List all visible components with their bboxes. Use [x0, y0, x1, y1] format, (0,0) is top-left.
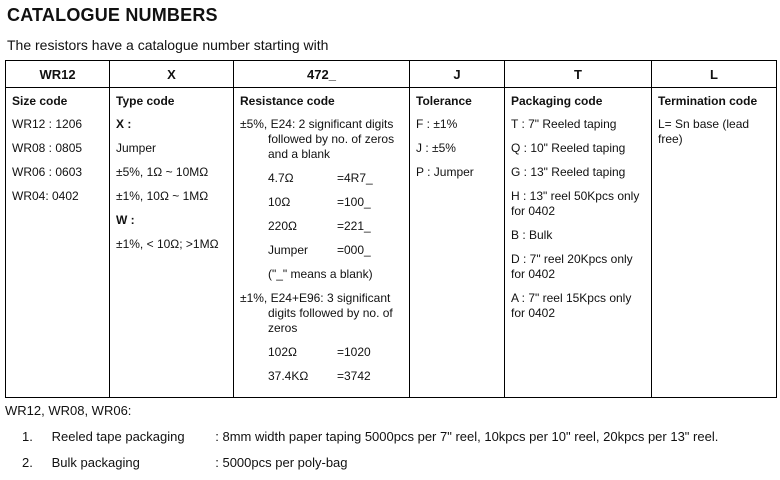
packaging-item: D : 7" reel 20Kpcs only for 0402 — [511, 252, 633, 281]
header-packaging: T — [505, 61, 652, 88]
packaging-item: Q : 10" Reeled taping — [511, 141, 626, 155]
example-value: 102Ω — [268, 345, 297, 359]
example-code: =3742 — [337, 369, 371, 383]
packaging-item: A : 7" reel 15Kpcs only for 0402 — [511, 291, 632, 320]
type-item: ±1%, 10Ω ~ 1MΩ — [116, 189, 209, 203]
example-value: Jumper — [268, 243, 309, 257]
example-code: =100_ — [337, 195, 371, 209]
example-code: =000_ — [337, 243, 371, 257]
packaging-code-title: Packaging code — [511, 94, 603, 108]
termination-code-title: Termination code — [658, 94, 758, 108]
example-code: =4R7_ — [337, 171, 373, 185]
termination-cell — [652, 88, 777, 398]
header-type: X — [110, 61, 234, 88]
packaging-item: G : 13" Reeled taping — [511, 165, 626, 179]
e24-example — [240, 171, 404, 186]
e24-example — [240, 219, 404, 234]
note-label: Reeled tape packaging — [51, 429, 185, 444]
header-size: WR12 — [6, 61, 110, 88]
size-cell — [6, 88, 110, 398]
example-value: 37.4KΩ — [268, 369, 309, 383]
size-code-title: Size code — [12, 94, 68, 108]
termination-text: L= Sn base (lead free) — [658, 117, 750, 146]
note-text: : 8mm width paper taping 5000pcs per 7" reel, 10kpcs per 10" reel, 20kpcs per 13" reel. — [215, 429, 719, 444]
footer-note — [22, 429, 718, 444]
e24-example — [240, 195, 404, 210]
header-tolerance: J — [410, 61, 505, 88]
type-item: ±5%, 1Ω ~ 10MΩ — [116, 165, 209, 179]
resistance-code-title: Resistance code — [240, 94, 335, 108]
example-value: 4.7Ω — [268, 171, 294, 185]
packaging-cell — [505, 88, 652, 398]
tolerance-item: J : ±5% — [416, 141, 456, 155]
footer-title: WR12, WR08, WR06: — [5, 403, 132, 418]
type-item: ±1%, < 10Ω; >1MΩ — [116, 237, 219, 251]
blank-note: ("_" means a blank) — [268, 267, 373, 281]
size-item: WR04: 0402 — [12, 189, 79, 203]
type-x-label: X : — [116, 117, 132, 131]
page-title: CATALOGUE NUMBERS — [7, 5, 218, 25]
packaging-item: T : 7" Reeled taping — [511, 117, 617, 131]
catalogue-table — [5, 60, 777, 398]
example-value: 220Ω — [268, 219, 297, 233]
packaging-item: B : Bulk — [511, 228, 553, 242]
size-item: WR08 : 0805 — [12, 141, 83, 155]
note-text: : 5000pcs per poly-bag — [215, 455, 348, 470]
note-number: 2. — [22, 455, 33, 470]
size-item: WR06 : 0603 — [12, 165, 83, 179]
e24-example — [240, 243, 404, 258]
example-code: =1020 — [337, 345, 371, 359]
e24-description: ±5%, E24: 2 significant digits followed by no. of zeros and a blank — [240, 117, 395, 161]
e96-example — [240, 369, 404, 384]
footer-note — [22, 455, 348, 470]
header-resistance: 472_ — [234, 61, 410, 88]
example-value: 10Ω — [268, 195, 291, 209]
tolerance-item: F : ±1% — [416, 117, 458, 131]
e96-description: ±1%, E24+E96: 3 significant digits followed by no. of zeros — [240, 291, 393, 335]
tolerance-title: Tolerance — [416, 94, 472, 108]
note-number: 1. — [22, 429, 33, 444]
type-w-label: W : — [116, 213, 135, 227]
type-item: Jumper — [116, 141, 157, 155]
tolerance-item: P : Jumper — [416, 165, 474, 179]
table-body-row — [6, 88, 777, 398]
size-item: WR12 : 1206 — [12, 117, 83, 131]
e96-example — [240, 345, 404, 360]
note-label: Bulk packaging — [51, 455, 140, 470]
packaging-item: H : 13" reel 50Kpcs only for 0402 — [511, 189, 640, 218]
intro-text: The resistors have a catalogue number starting with — [7, 37, 329, 53]
table-header-row — [6, 61, 777, 88]
type-code-title: Type code — [116, 94, 175, 108]
resistance-cell — [234, 88, 410, 398]
example-code: =221_ — [337, 219, 371, 233]
header-termination: L — [652, 61, 777, 88]
tolerance-cell — [410, 88, 505, 398]
type-cell — [110, 88, 234, 398]
